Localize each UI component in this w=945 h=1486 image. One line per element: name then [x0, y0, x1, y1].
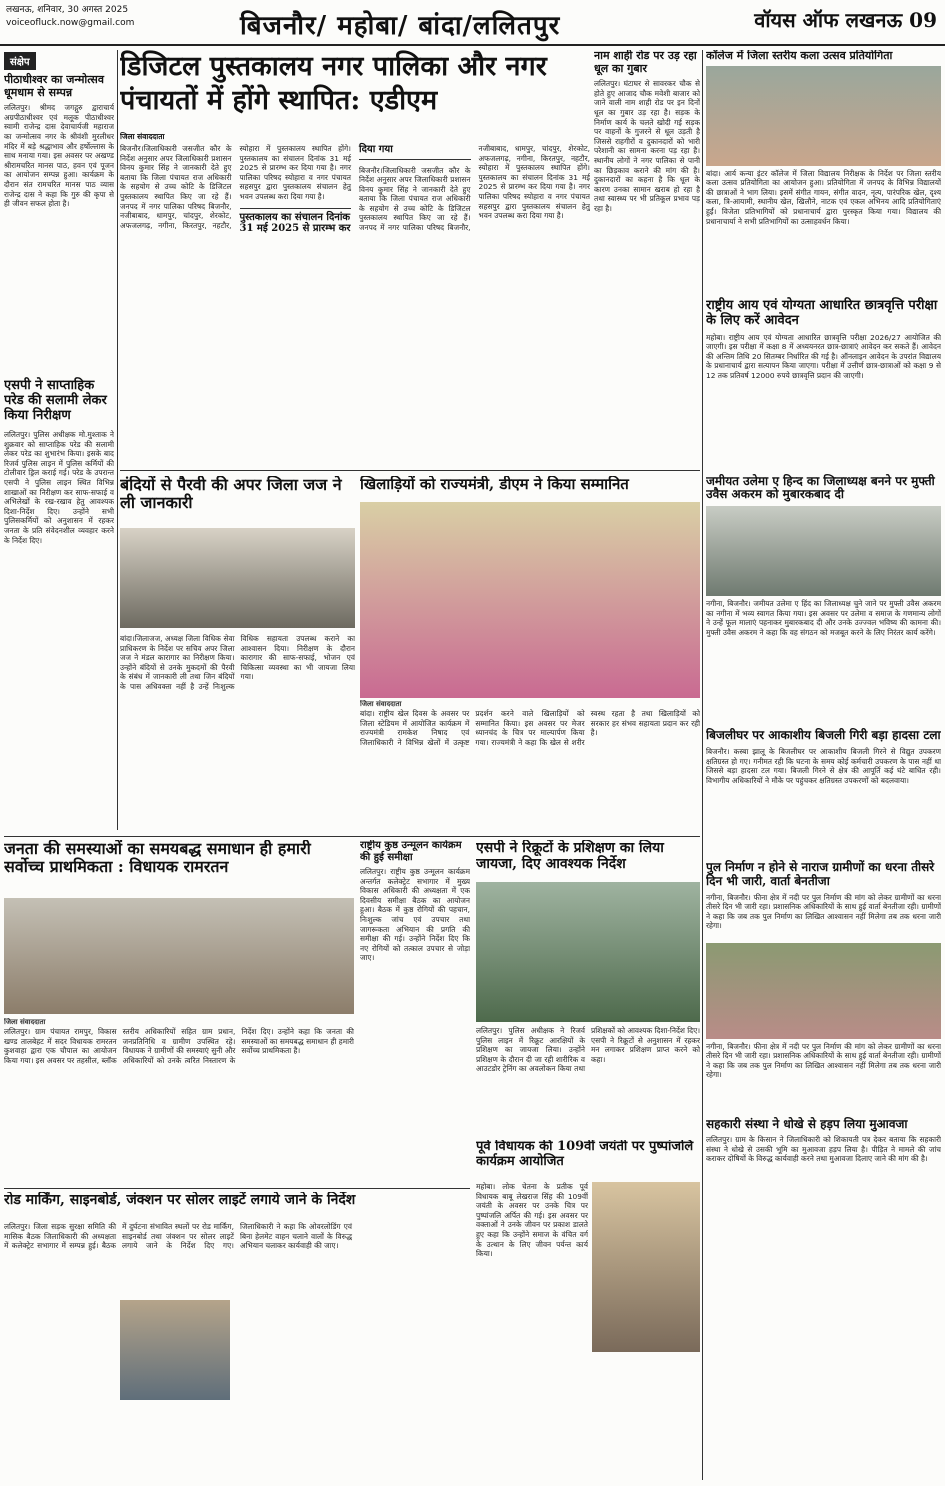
recruits-headline-box	[476, 840, 700, 880]
road-story	[4, 1222, 470, 1480]
recruits-photo	[476, 882, 700, 1022]
masthead-info	[6, 4, 134, 30]
lead-byline: जिला संवाददाता	[120, 132, 165, 141]
road-photo	[120, 1300, 230, 1400]
row-rule	[4, 1188, 470, 1189]
art-fest-headline: कॉलेज में जिला स्तरीय कला उत्सव प्रतियोगिता	[706, 50, 893, 62]
sidebar-text-2: ललितपुर। पुलिस अधीक्षक मो.मुश्ताक ने शुक्रवार को साप्ताहिक परेड की सलामी लेकर परेड का शुभारंभ किया। इसके बाद रिजर्व पुलिस लाइन में पुलिस कर्मियों की टोलीवार ड्रिल कराई गई। परेड के उपरान्त एसपी ने पुलिस लाइन स्थित विभिन्न शाखाओं का निरीक्षण कर साफ-सफाई व अभिलेखों के रख-रखाव हेतु आवश्यक दिशा-निर्देश दिए। उन्होंने सभी पुलिसकर्मियों को अनुशासन में रहकर जनता के प्रति संवेदनशील व्यवहार करने के निर्देश दिए।	[4, 430, 114, 545]
dust-headline: नाम शाही रोड पर उड़ रहा धूल का गुबार	[594, 50, 697, 75]
scholarship-headline: राष्ट्रीय आय एवं योग्यता आधारित छात्रवृत्ति परीक्षा के लिए करें आवेदन	[706, 297, 938, 328]
jayanti-text: महोबा। लोक चेतना के प्रतीक पूर्व विधायक बाबू लेखराज सिंह की 109वीं जयंती के अवसर पर उनके चित्र पर पुष्पांजलि अर्पित की गई। इस अवसर पर वक्ताओं ने उनके जीवन पर प्रकाश डालते हुए कहा कि उन्होंने समाज के वंचित वर्ग के उत्थान के लिए जीवन पर्यन्त कार्य किया।	[476, 1182, 588, 1259]
sidebar-column	[4, 50, 114, 930]
sidebar-headline-2: एसपी ने साप्ताहिक परेड की सलामी लेकर किया निरीक्षण	[4, 378, 107, 424]
page-number: 09	[909, 8, 937, 32]
leprosy-text: ललितपुर। राष्ट्रीय कुष्ठ उन्मूलन कार्यक्रम अन्तर्गत कलेक्ट्रेट सभागार में मुख्य विकास अधिकारी की अध्यक्षता में एक दिवसीय समीक्षा बैठक का आयोजन हुआ। बैठक में कुष्ठ रोगियों की पहचान, निःशुल्क जांच एवं उपचार तथा जागरूकता अभियान की प्रगति की समीक्षा की गई। उन्होंने निर्देश दिए कि नए रोगियों को तत्काल उपचार से जोड़ा जाए।	[360, 867, 470, 963]
sports-byline: जिला संवाददाता	[360, 700, 402, 708]
lightning-text: बिजनौर। कस्बा झालू के बिजलीघर पर आकाशीय बिजली गिरने से विद्युत उपकरण क्षतिग्रस्त हो गए। गनीमत रही कि घटना के समय कोई कर्मचारी उपकरण के पास नहीं था जिससे बड़ा हादसा टल गया। बिजली गिरने से क्षेत्र की आपूर्ति कई घंटे बाधित रही। विभागीय अधिकारियों ने मौके पर पहुंचकर क्षतिग्रस्त उपकरणों को बदलवाया।	[706, 746, 941, 785]
sports-story	[360, 700, 700, 836]
paper-name	[754, 6, 937, 33]
jayanti-story	[476, 1182, 588, 1482]
jayanti-photo	[592, 1182, 700, 1352]
recruits-text: ललितपुर। पुलिस अधीक्षक ने रिजर्व पुलिस लाइन में रिक्रूट आरक्षियों के प्रशिक्षण का जायजा लिया। उन्होंने प्रशिक्षण के दौरान दी जा रही शारीरिक व आउटडोर ट्रेनिंग का अवलोकन किया तथा प्रशिक्षकों को आवश्यक दिशा-निर्देश दिए। एसपी ने रिक्रूटों से अनुशासन में रहकर मन लगाकर प्रशिक्षण प्राप्त करने को कहा।	[476, 1026, 700, 1074]
lead-headline: डिजिटल पुस्तकालय नगर पालिका और नगर पंचायतों में होंगे स्थापित: एडीएम	[120, 51, 547, 116]
lightning-headline: बिजलीघर पर आकाशीय बिजली गिरी बड़ा हादसा टला	[706, 728, 941, 743]
sports-columns	[360, 709, 700, 747]
dust-story	[594, 50, 700, 466]
lead-columns	[120, 144, 590, 464]
coop-headline: सहकारी संस्था ने धोखे से हड़प लिया मुआवजा	[706, 1116, 908, 1131]
row-rule	[120, 470, 700, 471]
sidebar-text-1: ललितपुर। श्रीमद जगद्गुरु द्वाराचार्य अग्रपीठाधीश्वर एवं मलूक पीठाधीश्वर स्वामी राजेन्द्र दास देवाचार्यजी महाराज का जन्मोत्सव नगर के श्रीवंशी मुरलीधर मंदिर में बड़े श्रद्धाभाव और हर्षोल्लास के साथ मनाया गया। इस अवसर पर अखण्ड श्रीरामचरित मानस पाठ, हवन एवं पूजन का आयोजन सम्पन्न हुआ। कार्यक्रम के दौरान संत रामचरित मानस पाठ व्यास राजेन्द्र दास ने कहा कि गुरु की कृपा से ही जीवन सफल होता है।	[4, 103, 114, 209]
sports-headline-box	[360, 476, 700, 500]
prison-photo	[120, 528, 355, 628]
dust-text: ललितपुर। घंटाघर से सावरकर चौक से होते हुए आजाद चौक मवेशी बाजार को जाने वाली नाम शाही रोड पर इन दिनों धूल का गुबार उड़ रहा है। सड़क के निर्माण कार्य के चलते खोदी गई सड़क पर वाहनों के गुजरने से धूल उड़ती है जिससे राहगीरों व दुकानदारों को भारी परेशानी का सामना करना पड़ रहा है। स्थानीय लोगों ने नगर पालिका से पानी का छिड़काव कराने की मांग की है। दुकानदारों का कहना है कि धूल के कारण उनका सामान खराब हो रहा है तथा स्वास्थ्य पर भी प्रतिकूल प्रभाव पड़ रहा है।	[594, 79, 700, 213]
coop-text: ललितपुर। ग्राम के किसान ने जिलाधिकारी को शिकायती पत्र देकर बताया कि सहकारी संस्था ने धोखे से उसकी भूमि का मुआवजा हड़प लिया है। पीड़ित ने मामले की जांच कराकर दोषियों के विरुद्ध कार्यवाही करने तथा मुआवजा दिलाए जाने की मांग की है।	[706, 1135, 941, 1164]
jamiat-photo	[706, 506, 941, 596]
scholarship-text: महोबा। राष्ट्रीय आय एवं योग्यता आधारित छात्रवृत्ति परीक्षा 2026/27 आयोजित की जाएगी। इस परीक्षा में कक्षा 8 में अध्ययनरत छात्र-छात्राएं आवेदन कर सकते हैं। आवेदन की अन्तिम तिथि 20 सितम्बर निर्धारित की गई है। ऑनलाइन आवेदन के उपरांत विद्यालय के प्रधानाचार्य द्वारा सत्यापन किया जाएगा। परीक्षा में उत्तीर्ण छात्र-छात्राओं को कक्षा 9 से 12 तक प्रतिवर्ष 12000 रुपये छात्रवृत्ति प्रदान की जाएगी।	[706, 332, 941, 380]
section-title: बिजनौर/ महोबा/ बांदा/ललितपुर	[240, 11, 561, 41]
prison-story	[120, 634, 355, 834]
jamiat-text: नगीना, बिजनौर। जमीयत उलेमा ए हिंद का जिलाध्यक्ष चुने जाने पर मुफ्ती उवैस अकरम का नगीना में भव्य स्वागत किया गया। इस अवसर पर उलेमा व समाज के गणमान्य लोगों ने उन्हें फूल मालाएं पहनाकर मुबारकबाद दी और उनके उज्ज्वल भविष्य की कामना की। मुफ्ती उवैस अकरम ने कहा कि वह संगठन को मजबूत करने के लिए निरंतर कार्य करेंगे।	[706, 599, 941, 637]
bridge-text: नगीना, बिजनौर। फीना क्षेत्र में नदी पर पुल निर्माण की मांग को लेकर ग्रामीणों का धरना तीसरे दिन भी जारी रहा। प्रशासनिक अधिकारियों के साथ हुई वार्ता बेनतीजा रही। ग्रामीणों ने कहा कि जब तक पुल निर्माण का लिखित आश्वासन नहीं मिलेगा तब तक धरना जारी रहेगा।	[706, 892, 941, 931]
lead-headline-box	[120, 50, 590, 126]
recruits-columns	[476, 1026, 700, 1074]
mla-headline-box	[4, 840, 354, 896]
row-rule	[4, 836, 700, 837]
leprosy-story	[360, 840, 470, 1230]
recruits-story	[476, 1026, 700, 1136]
prison-text: बांदा।जिलाजज, अध्यक्ष जिला विधिक सेवा प्राधिकरण के निर्देश पर सचिव अपर जिला जज ने मंडल कारागार का निरीक्षण किया। उन्होंने बंदियों से उनके मुकदमों की पैरवी के संबंध में जानकारी ली तथा जिन बंदियों के पास अधिवक्ता नहीं है उन्हें निःशुल्क विधिक सहायता उपलब्ध कराने का आश्वासन दिया। निरीक्षण के दौरान कारागार की साफ-सफाई, भोजन एवं चिकित्सा व्यवस्था का भी जायजा लिया गया।	[120, 634, 355, 691]
prison-columns	[120, 634, 355, 692]
mla-photo	[4, 898, 354, 1014]
jamiat-headline: जमीयत उलेमा ए हिन्द का जिलाध्यक्ष बनने पर मुफ्ती उवैस अकरम को मुबारकबाद दी	[706, 473, 935, 502]
bridge-headline: पुल निर्माण न होने से नाराज ग्रामीणों का धरना तीसरे दिन भी जारी, वार्ता बेनतीजा	[706, 859, 935, 888]
recruits-headline: एसपी ने रिक्रूटों के प्रशिक्षण का लिया जायजा, दिए आवश्यक निर्देश	[476, 840, 664, 873]
paper-title: वॉयस ऑफ लखनऊ	[754, 8, 903, 32]
lead-text: बिजनौर।जिलाधिकारी जसजीत कौर के निर्देश अनुसार अपर जिलाधिकारी प्रशासन विनय कुमार सिंह ने जानकारी देते हुए बताया कि जिला पंचायत राज अधिकारी के सहयोग से उच्च कोटि के डिजिटल पुस्तकालय स्थापित किए जा रहे हैं। जनपद में नगर पालिका परिषद बिजनौर, नजीबाबाद, धामपुर, चांदपुर, शेरकोट, अफजलगढ़, नगीना, किरतपुर, नहटौर, स्योहारा में पुस्तकालय स्थापित होंगे। पुस्तकालय का संचालन दिनांक 31 मई 2025 से प्रारम्भ कर दिया गया है। नगर पालिका परिषद स्योहारा व नगर पंचायत सहसपुर द्वारा पुस्तकालय संचालन हेतु भवन उपलब्ध करा दिया गया है।	[120, 144, 351, 230]
prison-headline: बंदियों से पैरवी की अपर जिला जज ने ली जानकारी	[120, 476, 342, 513]
sports-photo	[360, 502, 700, 698]
leprosy-headline: राष्ट्रीय कुष्ठ उन्मूलन कार्यक्रम की हुई समीक्षा	[360, 840, 462, 863]
sidebar-headline-1: पीठाधीश्वर का जन्मोत्सव धूमधाम से सम्पन्न	[4, 73, 104, 99]
sidebar-tag: संक्षेप	[4, 52, 36, 70]
lead-story	[120, 130, 590, 466]
mla-text: ललितपुर। ग्राम पंचायत रामपुर, विकास खण्ड तालबेहट में सदर विधायक रामरतन कुशवाहा द्वारा एक चौपाल का आयोजन किया गया। इस अवसर पर तहसील, ब्लॉक स्तरीय अधिकारियों सहित ग्राम प्रधान, जनप्रतिनिधि व ग्रामीण उपस्थित रहे। विधायक ने ग्रामीणों की समस्याएं सुनी और अधिकारियों को उनके त्वरित निस्तारण के निर्देश दिए। उन्होंने कहा कि जनता की समस्याओं का समयबद्ध समाधान ही हमारी सर्वोच्च प्राथमिकता है।	[4, 1027, 354, 1065]
jayanti-headline-box	[476, 1140, 700, 1180]
jayanti-headline: पूर्व विधायक की 109वीं जयंती पर पुष्पांजलि कार्यक्रम आयोजित	[476, 1140, 694, 1169]
art-fest-photo	[706, 66, 941, 166]
mla-story	[4, 1018, 354, 1188]
bridge-text-cont: नगीना, बिजनौर। फीना क्षेत्र में नदी पर पुल निर्माण की मांग को लेकर ग्रामीणों का धरना तीसरे दिन भी जारी रहा। प्रशासनिक अधिकारियों के साथ हुई वार्ता बेनतीजा रही। ग्रामीणों ने कहा कि जब तक पुल निर्माण का लिखित आश्वासन नहीं मिलेगा तब तक धरना जारी रहेगा।	[706, 1041, 941, 1080]
email-address: voiceofluck.now@gmail.com	[6, 18, 135, 28]
lead-pull-quote: पुस्तकालय का संचालन दिनांक 31 मई 2025 से प्रारम्भ कर दिया गया	[240, 144, 471, 235]
prison-headline-box	[120, 476, 355, 524]
road-headline-box	[4, 1192, 470, 1218]
masthead	[0, 0, 945, 46]
lead-text-cont: बिजनौर।जिलाधिकारी जसजीत कौर के निर्देश अनुसार अपर जिलाधिकारी प्रशासन विनय कुमार सिंह ने जानकारी देते हुए बताया कि जिला पंचायत राज अधिकारी के सहयोग से उच्च कोटि के डिजिटल पुस्तकालय स्थापित किए जा रहे हैं। जनपद में नगर पालिका परिषद बिजनौर, नजीबाबाद, धामपुर, चांदपुर, शेरकोट, अफजलगढ़, नगीना, किरतपुर, नहटौर, स्योहारा में पुस्तकालय स्थापित होंगे। पुस्तकालय का संचालन दिनांक 31 मई 2025 से प्रारम्भ कर दिया गया है। नगर पालिका परिषद स्योहारा व नगर पंचायत सहसपुर द्वारा पुस्तकालय संचालन हेतु भवन उपलब्ध करा दिया गया है।	[359, 144, 590, 233]
art-fest-text: बांदा। आर्य कन्या इंटर कॉलेज में जिला विद्यालय निरीक्षक के निर्देश पर जिला स्तरीय कला उत्सव प्रतियोगिता का आयोजन हुआ। प्रतियोगिता में जनपद के विभिन्न विद्यालयों की छात्राओं ने भाग लिया। इसमें संगीत गायन, संगीत वादन, नृत्य, पारंपरिक खेल, दृश्य कला, त्रि-आयामी, स्थानीय खेल, खिलौने, नाटक एवं एकल अभिनय आदि प्रतियोगिताएं हुईं। विजेता प्रतिभागियों को प्रधानाचार्य द्वारा पुरस्कृत किया गया। विद्यालय की प्रधानाचार्या ने सभी प्रतिभागियों का उत्साहवर्धन किया।	[706, 168, 941, 226]
mla-byline: जिला संवाददाता	[4, 1018, 46, 1026]
bridge-photo	[706, 943, 941, 1039]
issue-date: लखनऊ, शनिवार, 30 अगस्त 2025	[6, 5, 129, 15]
right-column	[706, 50, 941, 1480]
mla-headline: जनता की समस्याओं का समयबद्ध समाधान ही हमारी सर्वोच्च प्राथमिकता : विधायक रामरतन	[4, 840, 311, 877]
mla-columns	[4, 1027, 354, 1065]
column-rule	[117, 50, 118, 830]
road-text: ललितपुर। जिला सड़क सुरक्षा समिति की मासिक बैठक जिलाधिकारी की अध्यक्षता में कलेक्ट्रेट सभागार में सम्पन्न हुई। बैठक में दुर्घटना संभावित स्थलों पर रोड मार्किंग, साइनबोर्ड तथा जंक्शन पर सोलर लाइटें लगाये जाने के निर्देश दिए गए। जिलाधिकारी ने कहा कि ओवरलोडिंग एवं बिना हेलमेट वाहन चलाने वालों के विरुद्ध अभियान चलाकर कार्यवाही की जाए।	[4, 1222, 352, 1251]
road-columns	[4, 1222, 470, 1251]
sports-text: बांदा। राष्ट्रीय खेल दिवस के अवसर पर जिला स्टेडियम में आयोजित कार्यक्रम में राज्यमंत्री रामकेश निषाद एवं जिलाधिकारी ने विभिन्न खेलों में उत्कृष्ट प्रदर्शन करने वाले खिलाड़ियों को सम्मानित किया। इस अवसर पर मेजर ध्यानचंद के चित्र पर माल्यार्पण किया गया। राज्यमंत्री ने कहा कि खेल से शरीर स्वस्थ रहता है तथा खिलाड़ियों को सरकार हर संभव सहायता प्रदान कर रही है।	[360, 709, 700, 747]
sports-headline: खिलाड़ियों को राज्यमंत्री, डीएम ने किया सम्मानित	[360, 476, 629, 493]
column-rule	[702, 50, 703, 1480]
road-headline: रोड मार्किंग, साइनबोर्ड, जंक्शन पर सोलर लाइटें लगाये जाने के निर्देश	[4, 1192, 356, 1208]
